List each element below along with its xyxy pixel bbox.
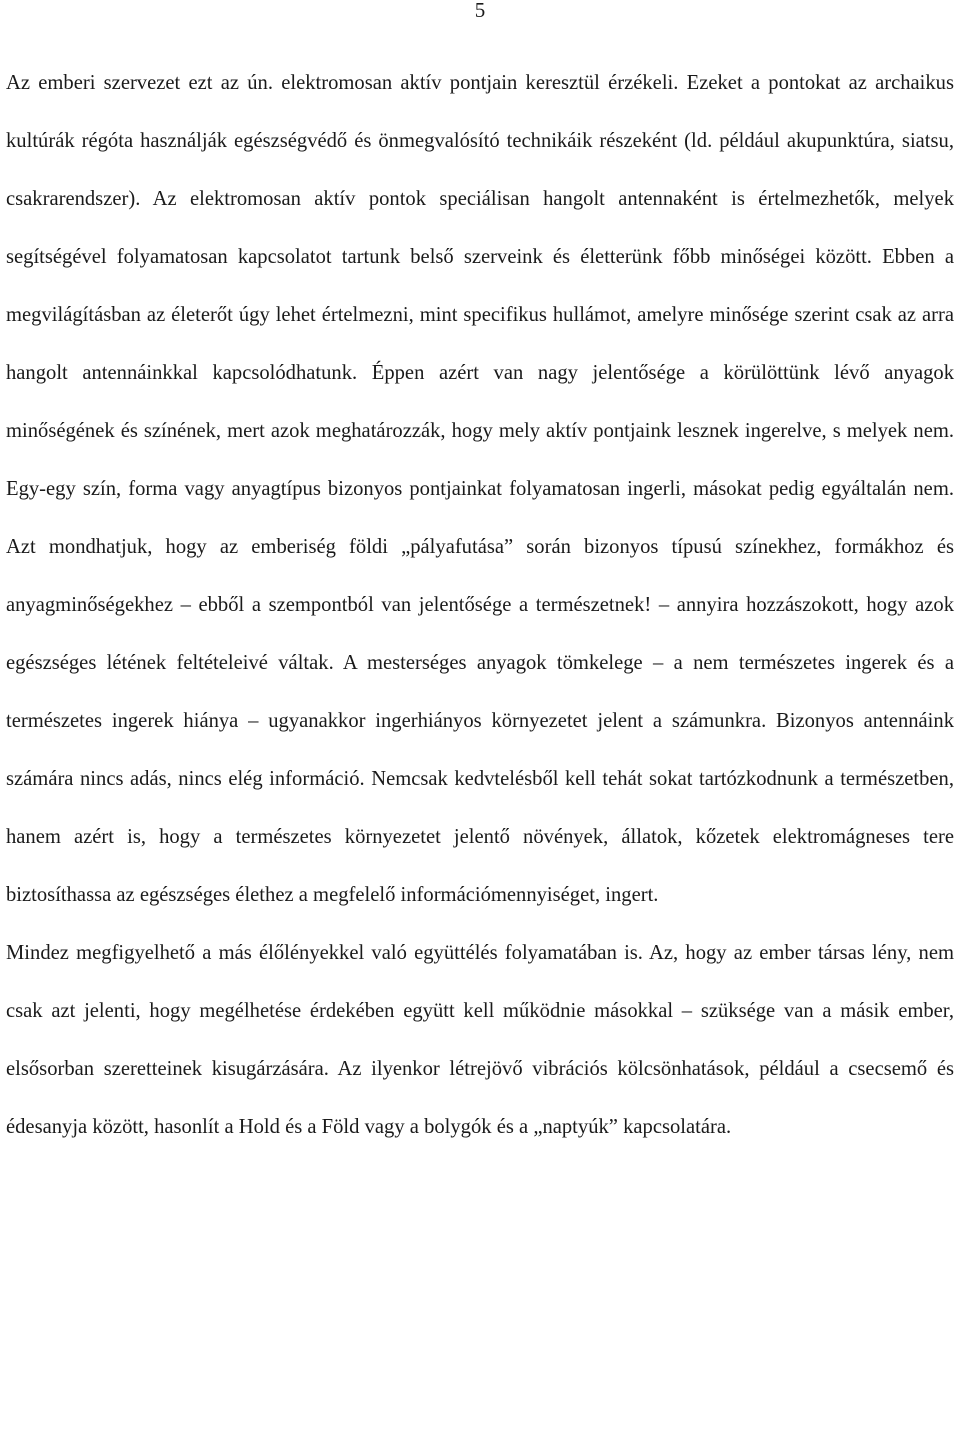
paragraph-1: Az emberi szervezet ezt az ún. elektromosan aktív pontjain keresztül érzékeli. Ezeket a pontokat az archaikus kultúrák régóta használják egészségvédő és önmegvalósító technikáik részeként (ld. például akupunktúra, siatsu, csakrarendszer). Az elektromosan aktív pontok speciálisan hangolt antennaként is értelmezhetők, melyek segítségével folyamatosan kapcsolatot tartunk belső szerveink és életterünk főbb minőségei között. Ebben a megvilágításban az életerőt úgy lehet értelmezni, mint specifikus hullámot, amelyre minősége szerint csak az arra hangolt antennáinkkal kapcsolódhatunk. Éppen azért van nagy jelentősége a körülöttünk lévő anyagok minőségének és színének, mert azok meghatározzák, hogy mely aktív pontjaink lesznek ingerelve, s melyek nem. Egy-egy szín, forma vagy anyagtípus bizonyos pontjainkat folyamatosan ingerli, másokat pedig egyáltalán nem. Azt mondhatjuk, hogy az emberiség földi „pályafutása” során bizonyos típusú színekhez, formákhoz és anyagminőségekhez – ebből a szempontból van jelentősége a természetnek! – annyira hozzászokott, hogy azok egészséges létének feltételeivé váltak. A mesterséges anyagok tömkelege – a nem természetes ingerek és a természetes ingerek hiánya – ugyanakkor ingerhiányos környezetet jelent a számunkra. Bizonyos antennáink számára nincs adás, nincs elég információ. Nemcsak kedvtelésből kell tehát sokat tartózkodnunk a természetben, hanem azért is, hogy a természetes környezetet jelentő növények, állatok, kőzetek elektromágneses tere biztosíthassa az egészséges élethez a megfelelő információmennyiséget, ingert. [6, 72, 954, 906]
page-number [0, 0, 960, 24]
page-number-text: 5 [474, 0, 486, 22]
paragraph-2: Mindez megfigyelhető a más élőlényekkel való együttélés folyamatában is. Az, hogy az ember társas lény, nem csak azt jelenti, hogy megélhetése érdekében együtt kell működnie másokkal – szüksége van a másik ember, elsősorban szeretteinek kisugárzására. Az ilyenkor létrejövő vibrációs kölcsönhatások, például a csecsemő és édesanyja között, hasonlít a Hold és a Föld vagy a bolygók és a „naptyúk” kapcsolatára. [6, 942, 954, 1138]
document-body [6, 54, 954, 1156]
